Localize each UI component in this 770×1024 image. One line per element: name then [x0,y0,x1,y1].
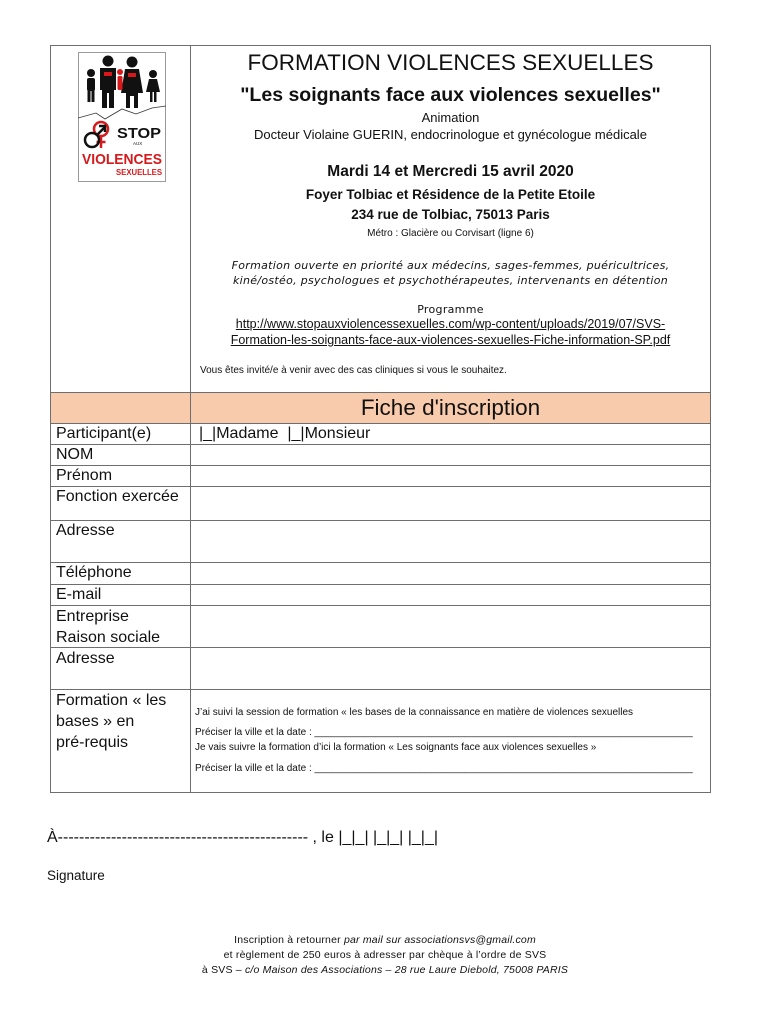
telephone-label: Téléphone [51,563,191,584]
event-info-row [51,46,710,393]
form-row-entreprise [51,606,710,648]
footer-text: à SVS – [201,964,245,976]
logo-aux-text: AUX [133,141,143,146]
entreprise-field[interactable] [191,606,710,647]
animation-label: Animation [421,110,480,125]
signature-label: Signature [47,868,105,883]
nom-label: NOM [51,445,191,465]
participant-label: Participant(e) [51,424,191,444]
adresse-entreprise-field[interactable] [191,648,710,689]
adresse-entreprise-label: Adresse [51,648,191,689]
prenom-field[interactable] [191,466,710,486]
entreprise-label [51,606,191,647]
event-address: 234 rue de Tolbiac, 75013 Paris [351,207,550,222]
participant-field[interactable]: |_|Madame |_|Monsieur [199,425,371,442]
audience-text-line: kiné/ostéo, psychologues et psychothérapeutes, intervenants en détention [232,274,669,287]
form-heading-row [51,393,710,424]
footer-line [0,963,770,978]
place-date-field[interactable]: À----------------------------------------------- , le |_|_| |_|_| |_|_| [47,829,439,846]
logo-sexuelles-text: SEXUELLES [116,168,163,177]
adresse-field[interactable] [191,521,710,562]
event-info-cell [191,46,710,392]
formation-label-line: bases » en [56,713,135,730]
footer-email-text: par mail sur associationsvs@gmail.com [343,934,536,946]
logo-cell [51,46,191,392]
formation-label-line: pré-requis [56,734,129,751]
event-venue: Foyer Tolbiac et Résidence de la Petite Etoile [305,187,596,202]
logo-stop-text: STOP [117,125,161,142]
programme-label: Programme [417,303,484,316]
footer-line: et règlement de 250 euros à adresser par chèque à l’ordre de SVS [223,949,547,961]
event-subtitle: "Les soignants face aux violences sexuelles" [240,84,661,106]
form-row-fonction [51,487,710,521]
logo-violences-text: VIOLENCES [82,151,162,168]
formation-prerequis-field[interactable] [191,690,710,792]
form-row-formation-prerequis [51,690,710,792]
nom-field[interactable] [191,445,710,465]
entreprise-label-line: Entreprise [56,608,129,625]
form-heading-blank-cell [51,393,191,423]
form-row-prenom [51,466,710,487]
formation-prerequis-label [51,690,191,792]
form-row-adresse-entreprise [51,648,710,690]
audience-text-line: Formation ouverte en priorité aux médecins, sages-femmes, puéricultrices, [231,259,670,272]
programme-link[interactable]: Formation-les-soignants-face-aux-violences-sexuelles-Fiche-information-SP.pdf [230,333,671,347]
fonction-field[interactable] [191,487,710,520]
email-field[interactable] [191,585,710,605]
registration-form-table [50,45,711,793]
animator-name: Docteur Violaine GUERIN, endocrinologue et gynécologue médicale [254,127,647,142]
form-row-email [51,585,710,606]
fonction-label: Fonction exercée [51,487,191,520]
raison-sociale-label-line: Raison sociale [56,629,161,646]
footer-text: Inscription à retourner [234,934,344,946]
prenom-label: Prénom [51,466,191,486]
event-title: FORMATION VIOLENCES SEXUELLES [247,50,654,75]
form-row-nom [51,445,710,466]
adresse-label: Adresse [51,521,191,562]
form-row-adresse [51,521,710,563]
ville-date-field[interactable]: Préciser la ville et la date : ____________________________________________________________________ [195,763,693,774]
form-heading: Fiche d'inscription [191,393,710,423]
footer-instructions [0,933,770,978]
programme-link[interactable]: http://www.stopauxviolencessexuelles.com/wp-content/uploads/2019/07/SVS- [235,317,666,331]
formation-label-line: Formation « les [56,692,167,709]
form-row-participant [51,424,710,445]
email-label: E-mail [51,585,191,605]
footer-line [0,933,770,948]
invitation-note: Vous êtes invité/e à venir avec des cas cliniques si vous le souhaitez. [200,365,507,376]
metro-info: Métro : Glacière ou Corvisart (ligne 6) [367,228,534,239]
event-dates: Mardi 14 et Mercredi 15 avril 2020 [327,163,574,180]
session-suivie-text: J’ai suivi la session de formation « les bases de la connaissance en matière de violences sexuelles [195,707,634,718]
form-row-telephone [51,563,710,585]
session-future-text: Je vais suivre la formation d’ici la formation « Les soignants face aux violences sexuelles » [195,742,597,753]
footer-address-text: c/o Maison des Associations – 28 rue Laure Diebold, 75008 PARIS [244,964,569,976]
ville-date-field[interactable]: Préciser la ville et la date : ____________________________________________________________________ [195,727,693,738]
telephone-field[interactable] [191,563,710,584]
stop-violences-sexuelles-logo [78,52,166,182]
